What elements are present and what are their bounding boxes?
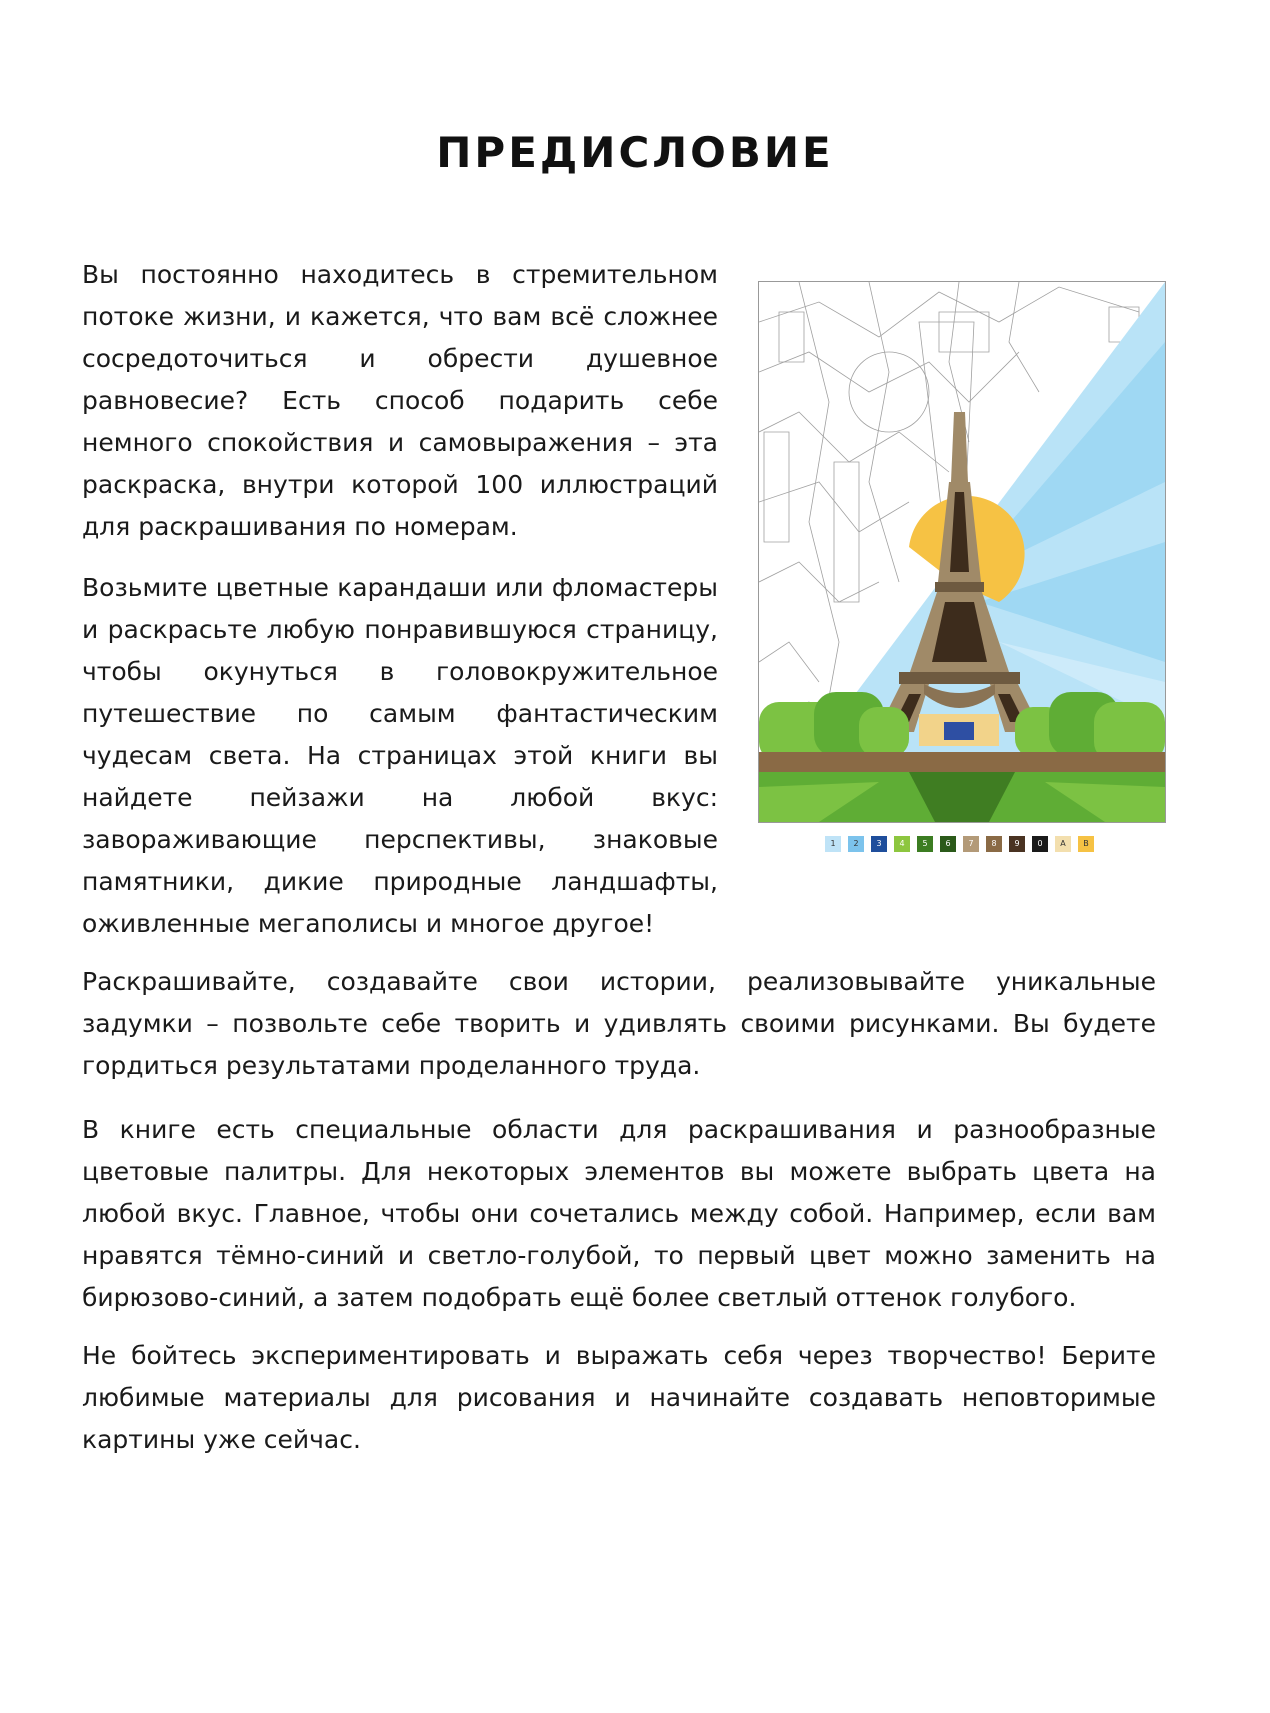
color-palette <box>825 836 1094 852</box>
palette-swatch: 6 <box>940 836 956 852</box>
path <box>759 752 1165 772</box>
paragraph-intro: Вы постоянно находитесь в стремительном потоке жизни, и кажется, что вам всё сложнее сосредоточиться и обрести душевное равновесие? Есть способ подарить себе немного спокойствия и самовыражения – эта раскраска, внутри которой 100 иллюстраций для раскрашивания по номерам. <box>82 260 718 541</box>
paragraph-materials: Возьмите цветные карандаши или фломастеры и раскрасьте любую понравившуюся страницу, чтобы окунуться в головокружительное путешествие по самым фантастическим чудесам света. На страницах этой книги вы найдете пейзажи на любой вкус: завораживающие перспективы, знаковые памятники, дикие природные ландшафты, оживленные мегаполисы и многое другое! <box>82 573 718 938</box>
eiffel-tower-illustration <box>758 281 1166 823</box>
palette-swatch: 9 <box>1009 836 1025 852</box>
palette-swatch: 4 <box>894 836 910 852</box>
palette-swatch: 3 <box>871 836 887 852</box>
paragraph-experiment: Не бойтесь экспериментировать и выражать себя через творчество! Берите любимые материалы для рисования и начинайте создавать неповторимые картины уже сейчас. <box>82 1341 1156 1454</box>
palette-swatch: 2 <box>848 836 864 852</box>
palette-swatch: 1 <box>825 836 841 852</box>
palette-swatch: 7 <box>963 836 979 852</box>
page-title: ПРЕДИСЛОВИЕ <box>436 128 834 177</box>
palette-swatch: 5 <box>917 836 933 852</box>
palette-swatch: A <box>1055 836 1071 852</box>
paragraph-create: Раскрашивайте, создавайте свои истории, реализовывайте уникальные задумки – позвольте себе творить и удивлять своими рисунками. Вы будете гордиться результатами проделанного труда. <box>82 967 1156 1080</box>
palette-swatch: 8 <box>986 836 1002 852</box>
palette-swatch: B <box>1078 836 1094 852</box>
palette-swatch: 0 <box>1032 836 1048 852</box>
paragraph-palettes: В книге есть специальные области для раскрашивания и разнообразные цветовые палитры. Для некоторых элементов вы можете выбрать цвета на любой вкус. Главное, чтобы они сочетались между собой. Например, если вам нравятся тёмно-синий и светло-голубой, то первый цвет можно заменить на бирюзово-синий, а затем подобрать ещё более светлый оттенок голубого. <box>82 1115 1156 1312</box>
